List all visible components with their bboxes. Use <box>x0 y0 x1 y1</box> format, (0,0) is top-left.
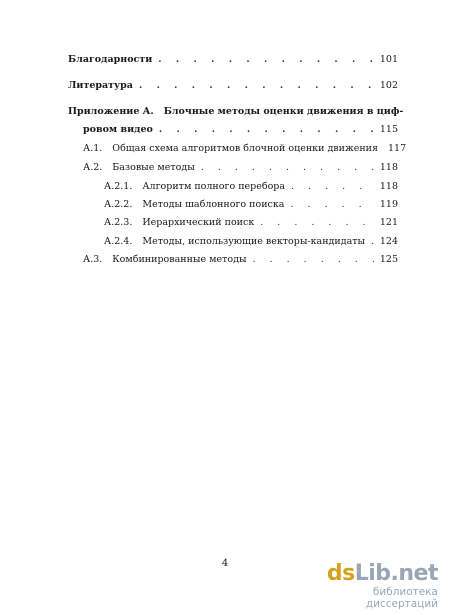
watermark-logo-ds: ds <box>326 561 355 586</box>
page-number: 4 <box>221 558 229 569</box>
toc-entry-page: 124 <box>379 236 398 247</box>
toc-entry-page: 115 <box>379 124 398 135</box>
toc-entry-title: Блочные методы оценки движения в циф- <box>163 106 404 117</box>
toc-entry-number: А.2.4. <box>104 236 133 247</box>
watermark-logo-lib: Lib.net <box>354 561 438 586</box>
toc-leader-dots <box>139 80 376 92</box>
toc-entry-title: Методы, использующие векторы-кандидаты <box>142 236 366 247</box>
toc-entry-number: А.1. <box>83 143 103 154</box>
toc-entry-number: А.2.2. <box>104 199 133 210</box>
toc-entry-page: 125 <box>379 254 398 265</box>
toc-entry-a2-3[interactable] <box>104 217 398 229</box>
toc-entry-a2[interactable] <box>83 162 398 174</box>
toc-entry-page: 117 <box>388 143 407 154</box>
toc-entry-title-continued: ровом видео <box>83 124 153 135</box>
toc-entry-page: 121 <box>379 217 398 228</box>
watermark[interactable] <box>308 563 438 610</box>
toc-entry-a2-1[interactable] <box>104 181 398 193</box>
toc-entry-title: Методы шаблонного поиска <box>142 199 285 210</box>
toc-entry-title: Базовые методы <box>112 162 195 173</box>
toc-entry-title: Общая схема алгоритмов блочной оценки движения <box>112 143 378 154</box>
toc-entry-title: Алгоритм полного перебора <box>142 181 286 192</box>
toc-leader-dots <box>290 199 375 211</box>
toc-entry-title: Комбинированные методы <box>112 254 247 265</box>
toc-leader-dots <box>291 181 376 193</box>
toc-entry-title: Благодарности <box>68 54 153 65</box>
toc-leader-dots <box>158 54 376 66</box>
toc-entry-number: А.2.3. <box>104 217 133 228</box>
toc-entry-a2-4[interactable] <box>104 236 398 248</box>
toc-entry-prefix: Приложение А. <box>68 106 154 117</box>
toc-entry-page: 101 <box>379 54 398 65</box>
toc-leader-dots <box>371 236 376 248</box>
toc-entry-appendix-a-line2[interactable] <box>83 124 398 136</box>
toc-entry-page: 102 <box>379 80 398 91</box>
toc-entry-page: 119 <box>379 199 398 210</box>
toc-entry-literature[interactable] <box>68 80 398 92</box>
toc-entry-appendix-a-line1[interactable] <box>68 106 403 118</box>
toc-entry-a3[interactable] <box>83 254 398 266</box>
toc-entry-number: А.2. <box>83 162 103 173</box>
toc-entry-acknowledgements[interactable] <box>68 54 398 66</box>
toc-entry-page: 118 <box>379 162 398 173</box>
toc-leader-dots <box>253 254 376 266</box>
toc-entry-title: Литература <box>68 80 133 91</box>
toc-entry-a1[interactable] <box>83 143 407 155</box>
watermark-subtitle: библиотека диссертаций <box>365 586 438 610</box>
toc-entry-number: А.2.1. <box>104 181 133 192</box>
toc-entry-page: 118 <box>379 181 398 192</box>
toc-entry-title: Иерархический поиск <box>142 217 255 228</box>
toc-leader-dots <box>201 162 376 174</box>
toc-entry-a2-2[interactable] <box>104 199 398 211</box>
toc-leader-dots <box>159 124 376 136</box>
toc-entry-number: А.3. <box>83 254 103 265</box>
toc-leader-dots <box>260 217 376 229</box>
watermark-logo <box>308 563 438 585</box>
